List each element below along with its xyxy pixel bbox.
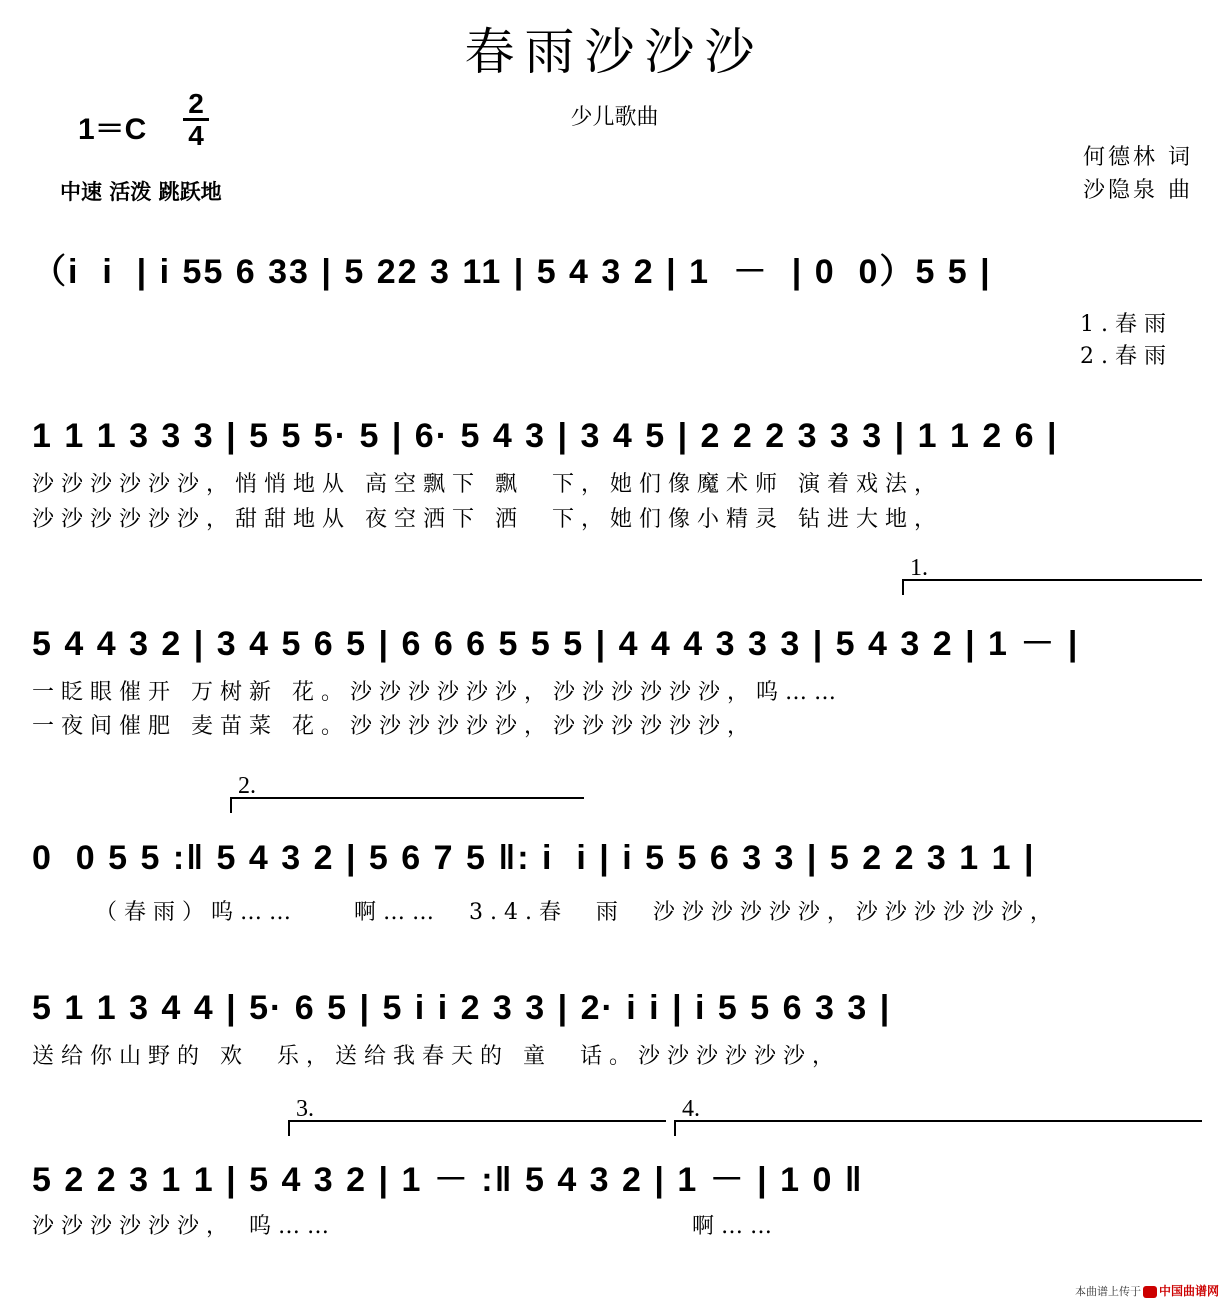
lyric-line-3b: 一夜间催肥 麦苗菜 花。沙沙沙沙沙沙，沙沙沙沙沙沙， [32,714,756,739]
volta-bracket: 2. [230,797,584,813]
tempo-marking: 中速 活泼 跳跃地 [60,180,222,204]
lyric-line-1b: 2.春雨 [1080,344,1173,369]
footer-site: 中国曲谱网 [1158,1284,1219,1298]
lyric-line-5: 送给你山野的 欢 乐，送给我春天的 童 话。沙沙沙沙沙沙， [32,1044,841,1069]
lyric-line-2a: 沙沙沙沙沙沙，悄悄地从 高空飘下 飘 下，她们像魔术师 演着戏法， [32,472,943,497]
time-sig-bottom: 4 [188,120,204,151]
volta-bracket: 4. [674,1120,1202,1136]
notation-line-3: 5 4 4 3 2 | 3 4 5 6 5 | 6 6 6 5 5 5 | 4 4 4 3 3 3 | 5 4 3 2 | 1 － | [32,625,1080,663]
site-logo-icon [1143,1286,1157,1298]
lyricist-credit: 何德林 词 [1083,145,1193,170]
lyric-line-6a: 沙沙沙沙沙沙， 呜…… [32,1214,336,1239]
volta-bracket: 3. [288,1120,666,1136]
lyric-line-1a: 1.春雨 [1080,312,1173,337]
lyric-line-3a: 一眨眼催开 万树新 花。沙沙沙沙沙沙，沙沙沙沙沙沙，呜…… [32,680,843,705]
song-genre: 少儿歌曲 [570,105,659,130]
footer-watermark [1068,1269,1219,1299]
time-sig-top: 2 [188,88,204,119]
composer-credit: 沙隐泉 曲 [1083,178,1193,203]
volta-bracket: 1. [902,579,1202,595]
notation-line-2: 1 1 1 3 3 3 | 5 5 5· 5 | 6· 5 4 3 | 3 4 5 | 2 2 2 3 3 3 | 1 1 2 6 | [32,417,1059,455]
notation-line-4: 0 0 5 5 :‖ 5 4 3 2 | 5 6 7 5 ‖: i i | i 5 5 6 3 3 | 5 2 2 3 1 1 | [32,839,1036,877]
notation-line-5: 5 1 1 3 4 4 | 5· 6 5 | 5 i i 2 3 3 | 2· i i | i 5 5 6 3 3 | [32,989,892,1027]
footer-text: 本曲谱上传于 [1074,1285,1141,1298]
song-title: 春雨沙沙沙 [464,23,765,81]
key-signature: 1＝C [78,113,147,146]
lyric-line-6b: 啊…… [692,1214,780,1239]
lyric-line-2b: 沙沙沙沙沙沙，甜甜地从 夜空洒下 洒 下，她们像小精灵 钻进大地， [32,507,943,532]
notation-line-1: （i i | i 55 6 33 | 5 22 3 11 | 5 4 3 2 | 1 － | 0 0）5 5 | [32,253,992,291]
lyric-line-4: （春雨）呜…… 啊…… 3.4.春 雨 沙沙沙沙沙沙，沙沙沙沙沙沙， [95,900,1059,925]
notation-line-6: 5 2 2 3 1 1 | 5 4 3 2 | 1 － :‖ 5 4 3 2 | 1 － | 1 0 ‖ [32,1161,864,1199]
